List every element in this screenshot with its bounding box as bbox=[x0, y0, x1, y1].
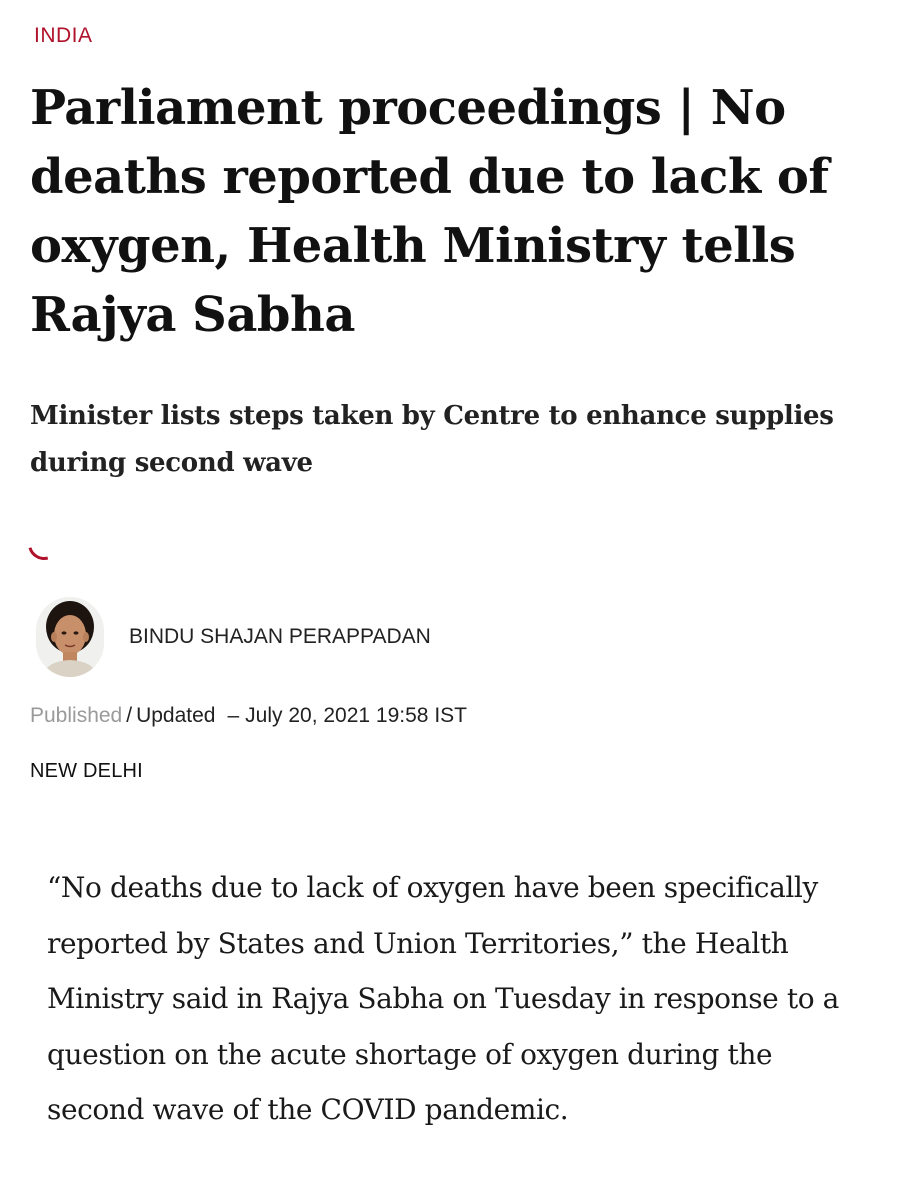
dateline: NEW DELHI bbox=[30, 760, 143, 782]
updated-label: Updated bbox=[136, 704, 216, 727]
publish-meta bbox=[30, 704, 467, 728]
section-tag-india[interactable]: INDIA bbox=[34, 24, 93, 47]
article-headline: Parliament proceedings | No deaths reported due to lack of oxygen, Health Ministry tells Rajya Sabha bbox=[30, 80, 829, 343]
loading-spinner-icon bbox=[22, 522, 66, 566]
author-avatar[interactable] bbox=[36, 597, 104, 677]
publish-date: July 20, 2021 19:58 IST bbox=[245, 704, 467, 727]
author-photo-icon bbox=[36, 597, 104, 677]
author-name-link[interactable]: BINDU SHAJAN PERAPPADAN bbox=[129, 625, 431, 648]
article-subheadline: Minister lists steps taken by Centre to enhance supplies during second wave bbox=[30, 401, 834, 478]
meta-separator: / bbox=[126, 704, 133, 727]
published-label: Published bbox=[30, 704, 123, 727]
author-byline bbox=[36, 597, 431, 677]
meta-dash: – bbox=[227, 704, 240, 727]
article-body-paragraph: “No deaths due to lack of oxygen have been specifically reported by States and Union Territories,” the Health Ministry said in Rajya Sabha on Tuesday in response to a question on the acute shortage of oxygen during the second wave of the COVID pandemic. bbox=[47, 871, 839, 1126]
